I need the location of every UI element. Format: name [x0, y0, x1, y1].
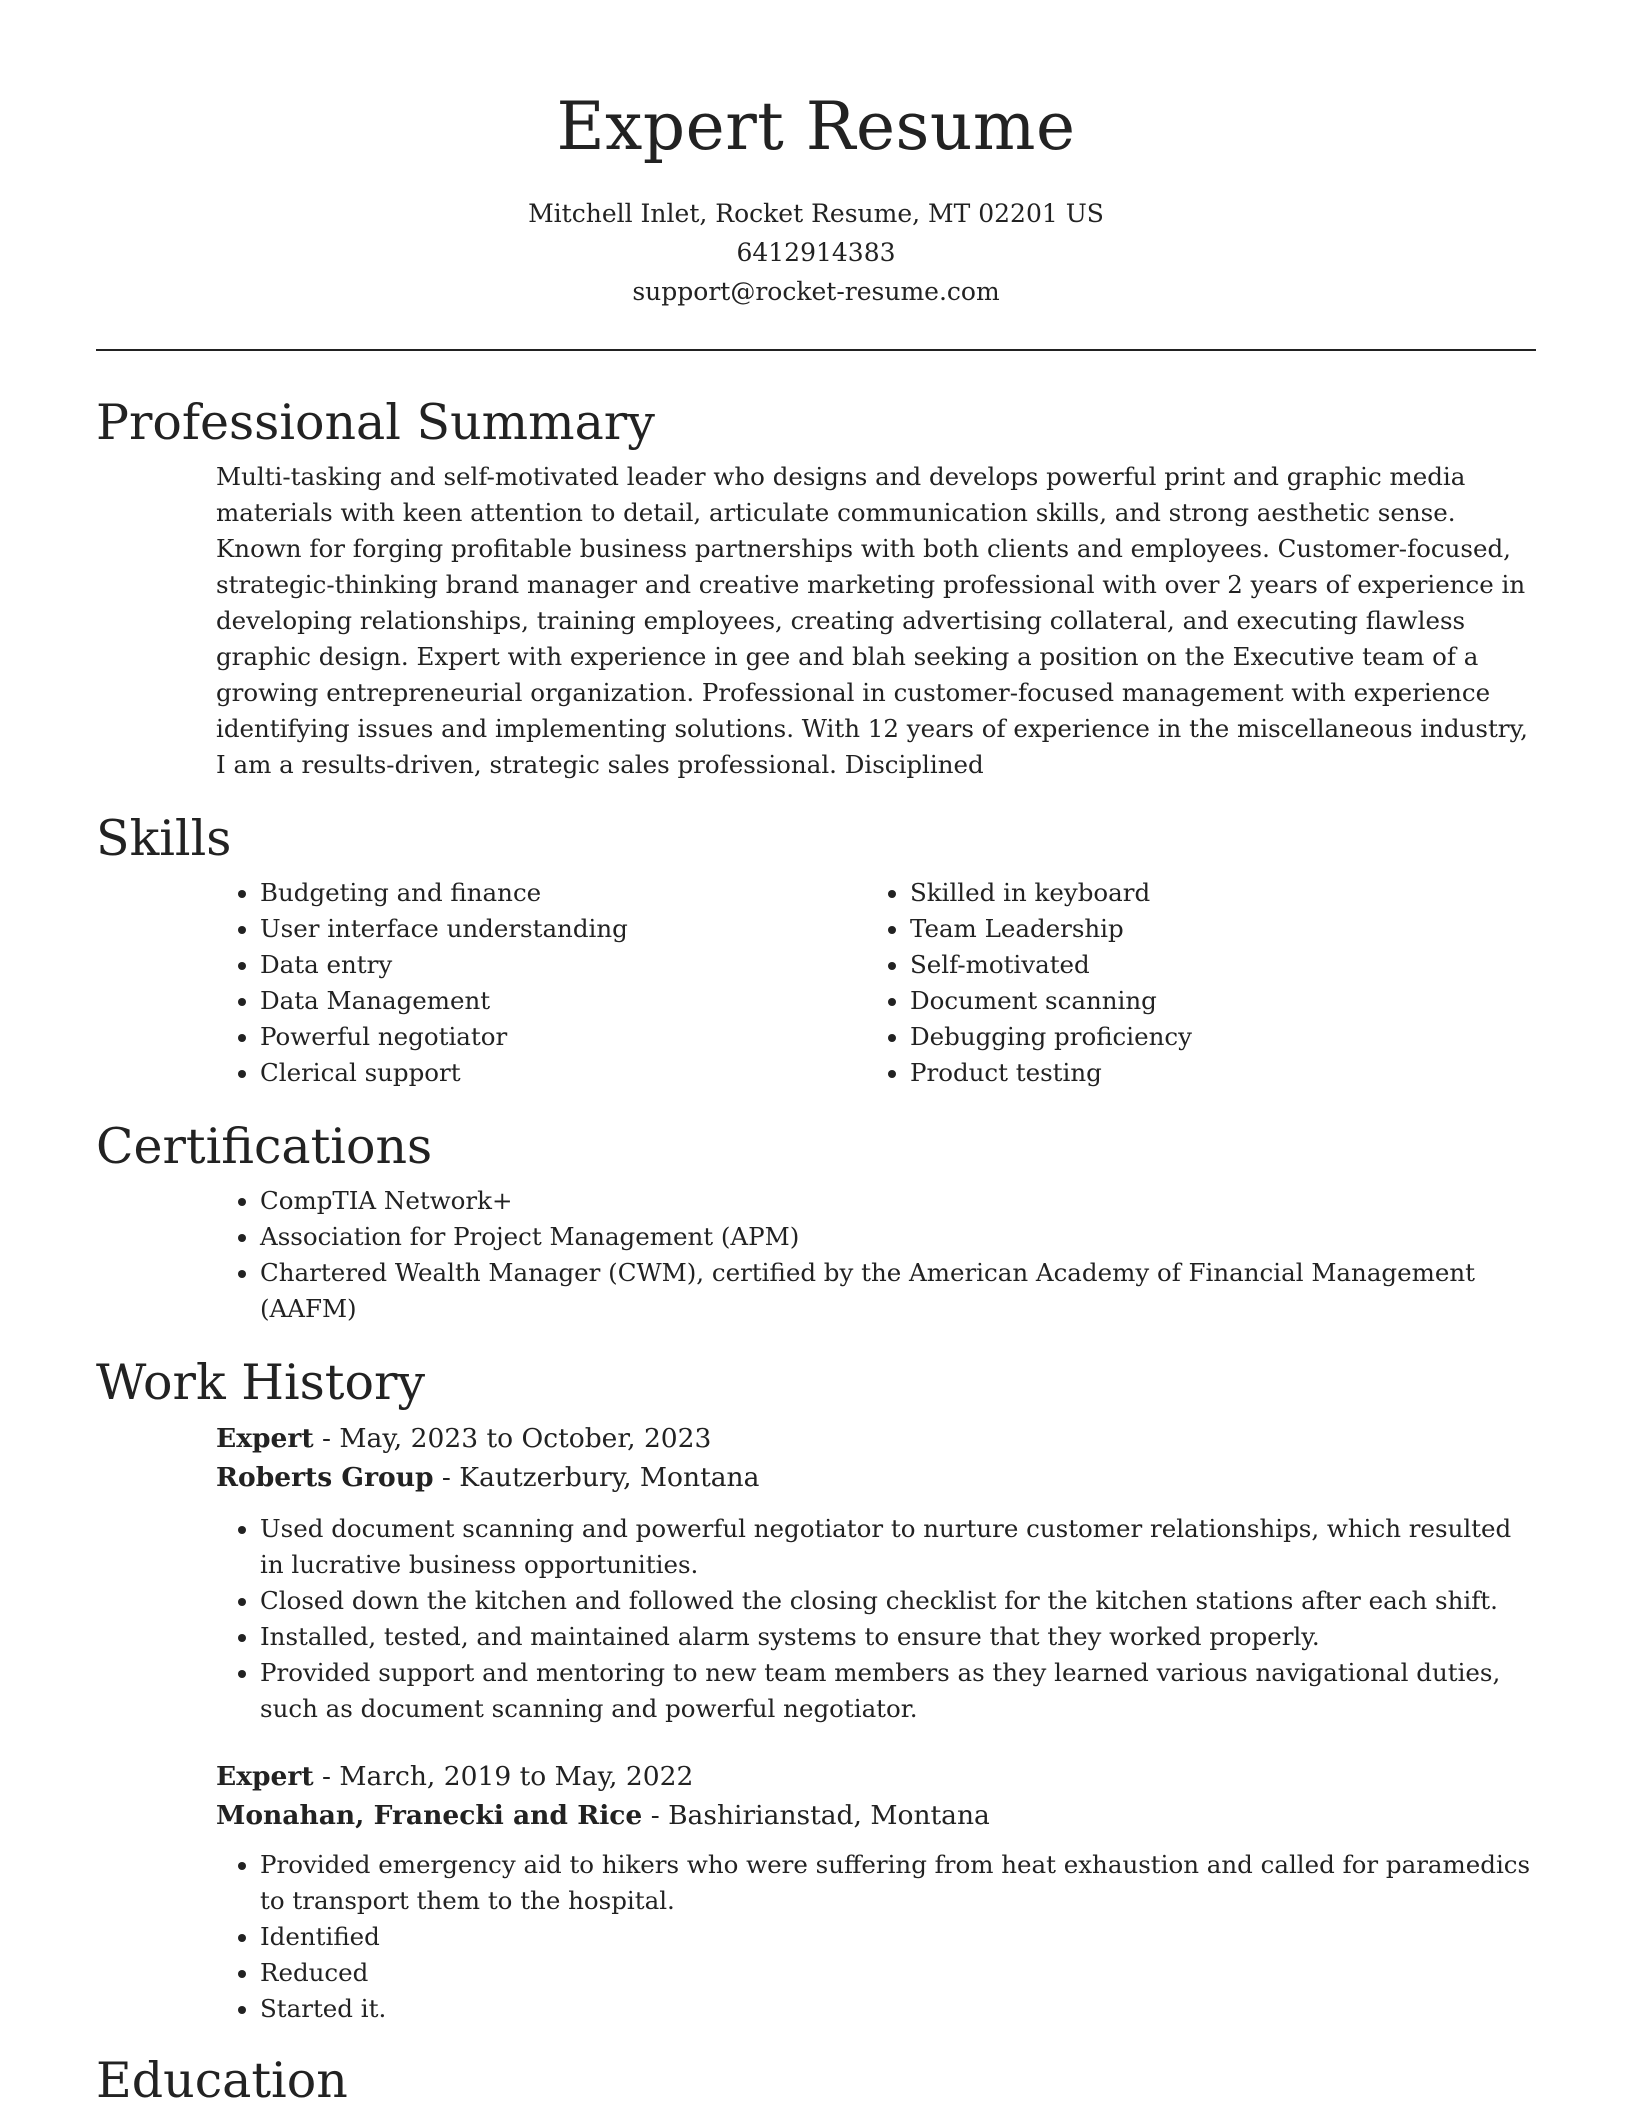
list-item: • Skilled in keyboard — [910, 875, 1516, 911]
certifications-section — [96, 1117, 1536, 1327]
skills-list-left — [216, 875, 866, 1091]
resume-header — [96, 0, 1536, 311]
section-title-education: Education — [96, 2052, 348, 2109]
list-item: • Product testing — [910, 1055, 1516, 1091]
address: Mitchell Inlet, Rocket Resume, MT 02201 US — [528, 199, 1104, 228]
skills-list-right — [866, 875, 1516, 1091]
list-item: • User interface understanding — [260, 911, 866, 947]
list-item: • Association for Project Management (APM) — [260, 1219, 1536, 1255]
list-item: • Data Management — [260, 983, 866, 1019]
list-item: • Document scanning — [910, 983, 1516, 1019]
job-role: Expert — [216, 1423, 314, 1454]
contact-info — [96, 194, 1536, 311]
job-org-line — [216, 1458, 1536, 1497]
list-item: • Reduced — [260, 1955, 1536, 1991]
list-item: • Used document scanning and powerful negotiator to nurture customer relationships, which resulted in lucrative business opportunities. — [260, 1511, 1536, 1583]
education-section — [96, 2051, 1536, 2111]
list-item: • Debugging proficiency — [910, 1019, 1516, 1055]
section-title-summary: Professional Summary — [96, 394, 655, 451]
summary-section — [96, 393, 1536, 783]
email: support@rocket-resume.com — [632, 277, 1000, 306]
phone: 6412914383 — [736, 238, 896, 267]
job-entry — [216, 1419, 1536, 1727]
list-item: • Data entry — [260, 947, 866, 983]
candidate-name: Expert Resume — [556, 88, 1076, 165]
job-company: Roberts Group — [216, 1462, 434, 1493]
list-item: • Provided support and mentoring to new team members as they learned various navigational duties, such as document scanning and powerful negotiator. — [260, 1655, 1536, 1727]
summary-text: Multi-tasking and self-motivated leader who designs and develops powerful print and graphic media materials with keen attention to detail, articulate communication skills, and strong aesthetic sense. Known for forging profitable business partnerships with both clients and employees. Customer-focused, strategic-thinking brand manager and creative marketing professional with over 2 years of experience in developing relationships, training employees, creating advertising collateral, and executing flawless graphic design. Expert with experience in gee and blah seeking a position on the Executive team of a growing entrepreneurial organization. Professional in customer-focused management with experience identifying issues and implementing solutions. With 12 years of experience in the miscellaneous industry, I am a results-driven, strategic sales professional. Disciplined — [216, 462, 1528, 779]
resume-page — [96, 0, 1536, 2111]
work-history-section — [96, 1353, 1536, 2027]
job-dates: - May, 2023 to October, 2023 — [313, 1423, 712, 1454]
job-title-line — [216, 1757, 1536, 1796]
job-org-line — [216, 1796, 1536, 1835]
job-dates: - March, 2019 to May, 2022 — [313, 1761, 694, 1792]
skills-section — [96, 809, 1536, 1091]
list-item: • Self-motivated — [910, 947, 1516, 983]
skills-column-left — [216, 875, 866, 1091]
list-item: • Powerful negotiator — [260, 1019, 866, 1055]
list-item: • Team Leadership — [910, 911, 1516, 947]
certifications-list — [216, 1183, 1536, 1327]
list-item: • Clerical support — [260, 1055, 866, 1091]
job-location: - Kautzerbury, Montana — [433, 1462, 760, 1493]
list-item: • Chartered Wealth Manager (CWM), certified by the American Academy of Financial Management (AAFM) — [260, 1255, 1536, 1327]
job-bullets — [216, 1847, 1536, 2027]
list-item: • Budgeting and finance — [260, 875, 866, 911]
job-title-line — [216, 1419, 1536, 1458]
list-item: • Provided emergency aid to hikers who were suffering from heat exhaustion and called for paramedics to transport them to the hospital. — [260, 1847, 1536, 1919]
section-title-certifications: Certifications — [96, 1118, 433, 1175]
job-role: Expert — [216, 1761, 314, 1792]
skills-columns — [216, 875, 1536, 1091]
certifications-list-wrap — [216, 1183, 1536, 1327]
list-item: • Installed, tested, and maintained alarm systems to ensure that they worked properly. — [260, 1619, 1536, 1655]
job-company: Monahan, Franecki and Rice — [216, 1800, 643, 1831]
job-bullets — [216, 1511, 1536, 1727]
section-title-work-history: Work History — [96, 1354, 426, 1411]
header-divider — [96, 349, 1536, 351]
list-item: • Started it. — [260, 1991, 1536, 2027]
list-item: • Closed down the kitchen and followed the closing checklist for the kitchen stations after each shift. — [260, 1583, 1536, 1619]
skills-column-right — [866, 875, 1516, 1091]
list-item: • CompTIA Network+ — [260, 1183, 1536, 1219]
job-entry — [216, 1757, 1536, 2027]
list-item: • Identified — [260, 1919, 1536, 1955]
job-location: - Bashirianstad, Montana — [642, 1800, 990, 1831]
section-title-skills: Skills — [96, 810, 232, 867]
